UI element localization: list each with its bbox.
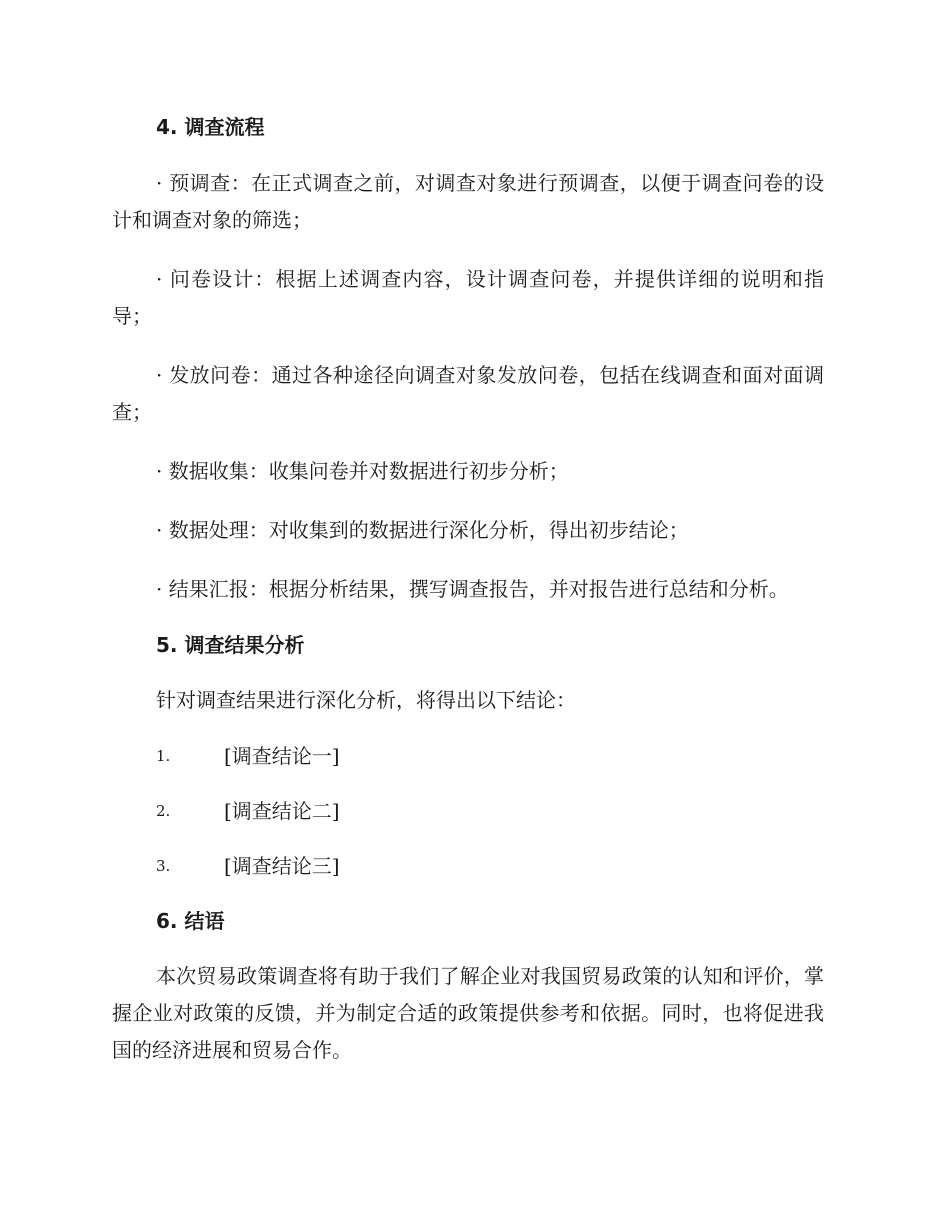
conclusion-text: [调查结论三] xyxy=(224,854,340,878)
conclusion-number: 3. xyxy=(156,857,171,875)
conclusion-text: [调查结论一] xyxy=(224,744,340,768)
section-heading-analysis: 5. 调查结果分析 xyxy=(156,633,305,657)
process-item-questionnaire-design: · 问卷设计：根据上述调查内容，设计调查问卷，并提供详细的说明和指导； xyxy=(112,267,824,328)
conclusion-item xyxy=(112,849,824,883)
section-heading-process: 4. 调查流程 xyxy=(156,115,265,139)
conclusion-number: 2. xyxy=(156,802,171,820)
process-item-data-processing: · 数据处理：对收集到的数据进行深化分析，得出初步结论； xyxy=(156,518,689,542)
section-heading-conclusion: 6. 结语 xyxy=(156,909,225,933)
conclusion-item xyxy=(112,739,824,773)
process-item-data-collection: · 数据收集：收集问卷并对数据进行初步分析； xyxy=(156,459,569,483)
conclusion-number: 1. xyxy=(156,747,171,765)
process-item-pre-survey: · 预调查：在正式调查之前，对调查对象进行预调查，以便于调查问卷的设计和调查对象的筛选； xyxy=(112,171,824,232)
process-item-distribution: · 发放问卷：通过各种途径向调查对象发放问卷，包括在线调查和面对面调查； xyxy=(112,363,824,424)
analysis-intro: 针对调查结果进行深化分析，将得出以下结论： xyxy=(156,688,576,712)
document-page xyxy=(112,110,824,1069)
conclusion-text: [调查结论二] xyxy=(224,799,340,823)
process-item-reporting: · 结果汇报：根据分析结果，撰写调查报告，并对报告进行总结和分析。 xyxy=(156,577,789,601)
closing-paragraph: 本次贸易政策调查将有助于我们了解企业对我国贸易政策的认知和评价，掌握企业对政策的反馈，并为制定合适的政策提供参考和依据。同时，也将促进我国的经济进展和贸易合作。 xyxy=(112,964,824,1062)
conclusion-item xyxy=(112,794,824,828)
